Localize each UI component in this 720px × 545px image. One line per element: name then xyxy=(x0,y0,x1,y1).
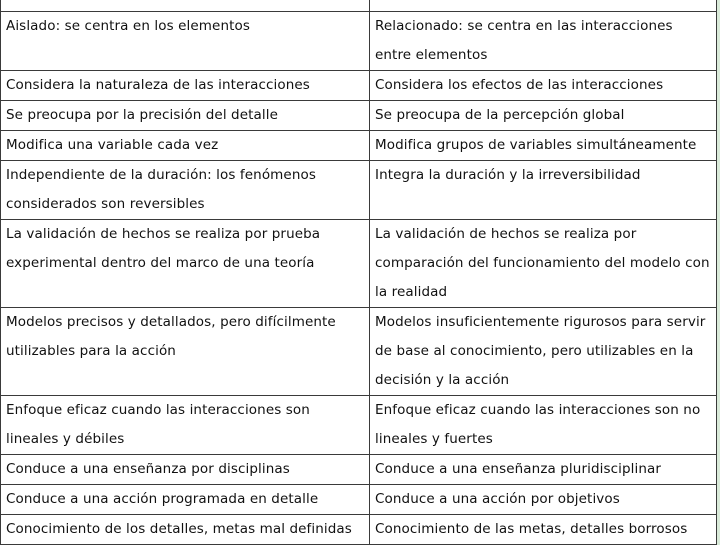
cell-sistemico: Considera los efectos de las interacciones xyxy=(370,71,717,101)
table-row xyxy=(1,101,717,131)
table-row xyxy=(1,220,717,308)
table-row xyxy=(1,485,717,515)
cell-sistemico: Se preocupa de la percepción global xyxy=(370,101,717,131)
cell-analitico: Se preocupa por la precisión del detalle xyxy=(1,101,370,131)
table-header-row xyxy=(1,0,717,12)
cell-sistemico: Integra la duración y la irreversibilidad xyxy=(370,161,717,220)
cell-analitico: Modifica una variable cada vez xyxy=(1,131,370,161)
cell-analitico: La validación de hechos se realiza por prueba experimental dentro del marco de una teoría xyxy=(1,220,370,308)
header-sistemico xyxy=(370,0,717,12)
table-row xyxy=(1,308,717,396)
header-analitico xyxy=(1,0,370,12)
cell-analitico: Conduce a una enseñanza por disciplinas xyxy=(1,455,370,485)
table-row xyxy=(1,161,717,220)
cell-analitico: Considera la naturaleza de las interacciones xyxy=(1,71,370,101)
cell-sistemico: Conduce a una acción por objetivos xyxy=(370,485,717,515)
table-row xyxy=(1,12,717,71)
table-row xyxy=(1,515,717,545)
cell-sistemico: Relacionado: se centra en las interacciones entre elementos xyxy=(370,12,717,71)
table-row xyxy=(1,131,717,161)
cell-analitico: Conduce a una acción programada en detalle xyxy=(1,485,370,515)
cell-sistemico: La validación de hechos se realiza por comparación del funcionamiento del modelo con la realidad xyxy=(370,220,717,308)
table-row xyxy=(1,455,717,485)
cell-sistemico: Conocimiento de las metas, detalles borrosos xyxy=(370,515,717,545)
cell-analitico: Modelos precisos y detallados, pero difícilmente utilizables para la acción xyxy=(1,308,370,396)
cell-sistemico: Modelos insuficientemente rigurosos para servir de base al conocimiento, pero utilizables en la decisión y la acción xyxy=(370,308,717,396)
cell-analitico: Enfoque eficaz cuando las interacciones son lineales y débiles xyxy=(1,396,370,455)
cell-analitico: Independiente de la duración: los fenómenos considerados son reversibles xyxy=(1,161,370,220)
table-row xyxy=(1,71,717,101)
cell-analitico: Aislado: se centra en los elementos xyxy=(1,12,370,71)
cell-sistemico: Conduce a una enseñanza pluridisciplinar xyxy=(370,455,717,485)
cell-sistemico: Enfoque eficaz cuando las interacciones son no lineales y fuertes xyxy=(370,396,717,455)
cell-analitico: Conocimiento de los detalles, metas mal definidas xyxy=(1,515,370,545)
table-row xyxy=(1,396,717,455)
cell-sistemico: Modifica grupos de variables simultáneamente xyxy=(370,131,717,161)
